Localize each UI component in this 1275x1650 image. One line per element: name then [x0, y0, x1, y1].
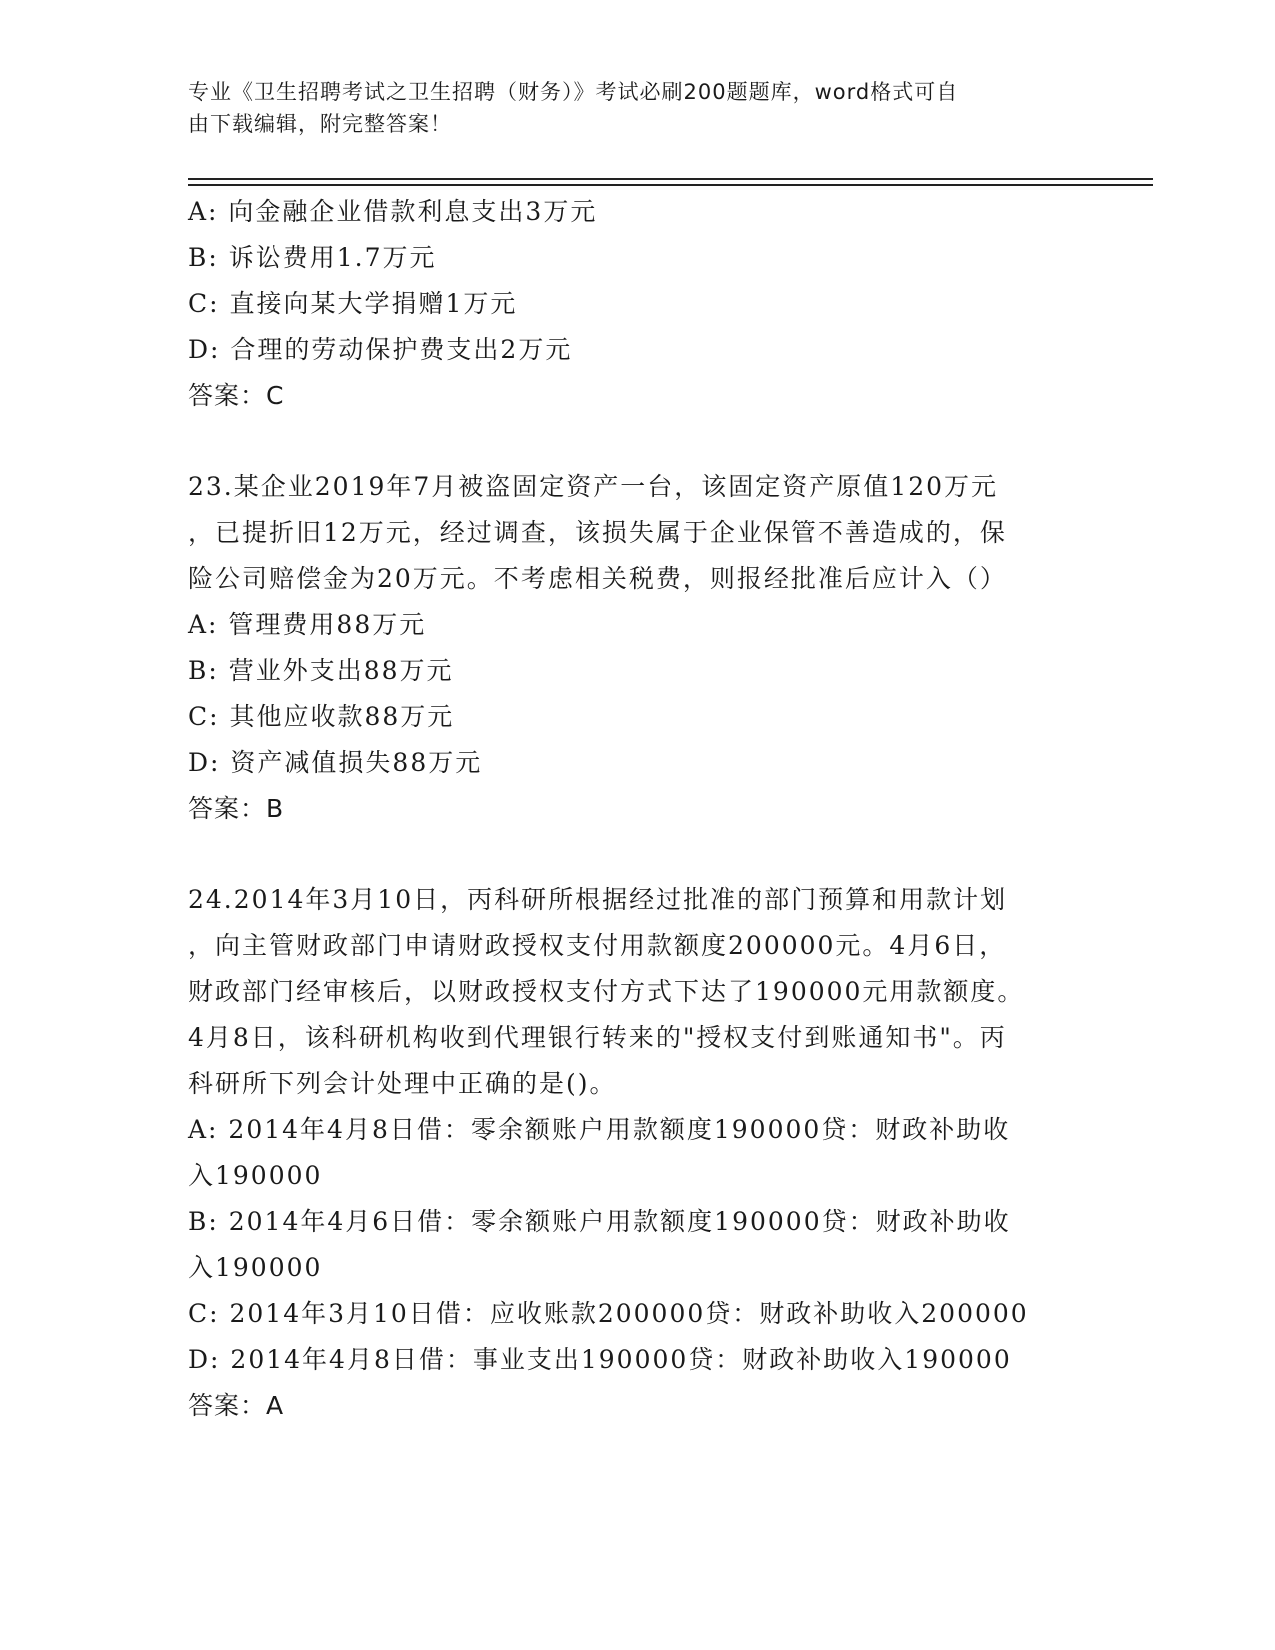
option-b: B: 营业外支出88万元	[188, 656, 454, 685]
option-a: A: 2014年4月8日借：零余额账户用款额度190000贷：财政补助收	[188, 1115, 1011, 1144]
question-stem-line: 险公司赔偿金为20万元。不考虑相关税费，则报经批准后应计入（）	[188, 564, 1007, 593]
option-a: A: 管理费用88万元	[188, 610, 427, 639]
option-b-continued: 入190000	[188, 1253, 323, 1282]
option-b: B: 2014年4月6日借：零余额账户用款额度190000贷：财政补助收	[188, 1207, 1011, 1236]
option-b: B: 诉讼费用1.7万元	[188, 243, 437, 272]
spacer	[188, 419, 1088, 464]
question-stem-line: 24.2014年3月10日，丙科研所根据经过批准的部门预算和用款计划	[188, 885, 1008, 914]
question-stem-line: ，已提折旧12万元，经过调查，该损失属于企业保管不善造成的，保	[188, 518, 1007, 547]
header-line-2: 由下载编辑，附完整答案！	[188, 112, 452, 136]
answer-line: 答案：B	[188, 794, 285, 823]
question-22	[188, 189, 1088, 419]
question-list	[188, 189, 1088, 1429]
question-stem-line: ，向主管财政部门申请财政授权支付用款额度200000元。4月6日，	[188, 931, 1007, 960]
question-23	[188, 464, 1088, 832]
question-stem-line: 4月8日，该科研机构收到代理银行转来的"授权支付到账通知书"。丙	[188, 1023, 1007, 1052]
answer-line: 答案：C	[188, 381, 285, 410]
option-c: C: 直接向某大学捐赠1万元	[188, 289, 518, 318]
document-header	[188, 76, 1068, 140]
option-a: A: 向金融企业借款利息支出3万元	[188, 197, 598, 226]
header-divider-bottom	[188, 184, 1153, 186]
answer-line: 答案：A	[188, 1391, 285, 1420]
option-d: D: 资产减值损失88万元	[188, 748, 483, 777]
header-divider-top	[188, 178, 1153, 180]
question-stem-line: 23.某企业2019年7月被盗固定资产一台，该固定资产原值120万元	[188, 472, 999, 501]
question-stem-line: 科研所下列会计处理中正确的是()。	[188, 1069, 617, 1098]
option-d: D: 2014年4月8日借：事业支出190000贷：财政补助收入190000	[188, 1345, 1012, 1374]
option-c: C: 2014年3月10日借：应收账款200000贷：财政补助收入200000	[188, 1299, 1029, 1328]
option-c: C: 其他应收款88万元	[188, 702, 455, 731]
option-d: D: 合理的劳动保护费支出2万元	[188, 335, 573, 364]
question-24	[188, 877, 1088, 1429]
spacer	[188, 832, 1088, 877]
question-stem-line: 财政部门经审核后，以财政授权支付方式下达了190000元用款额度。	[188, 977, 1025, 1006]
option-a-continued: 入190000	[188, 1161, 323, 1190]
header-line-1: 专业《卫生招聘考试之卫生招聘（财务）》考试必刷200题题库，word格式可自	[188, 80, 959, 104]
